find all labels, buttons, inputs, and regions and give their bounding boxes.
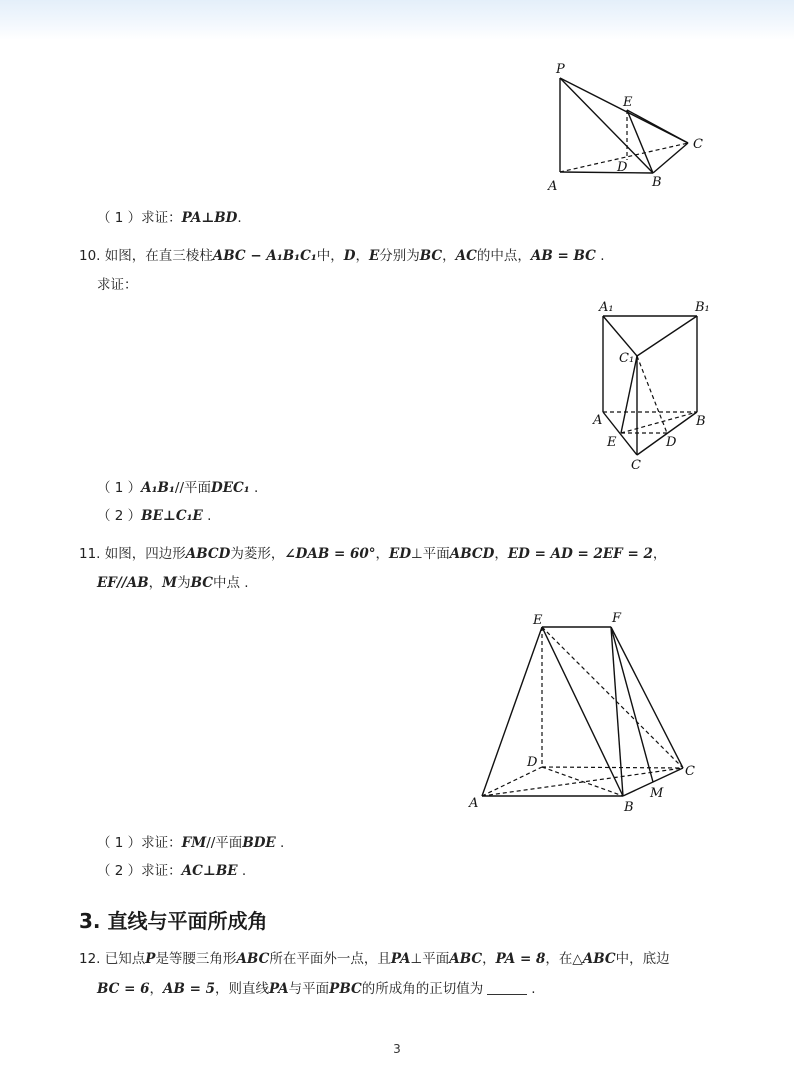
label-C: C [631,458,641,473]
section-heading: 3. 直线与平面所成角 [79,909,268,933]
text: ， [482,951,496,967]
label-B: B [652,175,662,190]
page-number: 3 [393,1042,401,1056]
q10-part2 [97,506,211,526]
q9-part1 [97,208,242,228]
q11-stem-line2 [97,573,249,593]
label-B: B [696,414,706,429]
text: 如图，在直三棱柱 [104,248,213,264]
part-number: （ 1 ） [97,835,142,851]
text: ，则直线 [215,981,270,997]
math: A₁B₁ [141,480,175,496]
text: . [275,835,285,851]
math: ED = AD = 2EF = 2 [507,546,653,562]
label-C: C [693,137,703,152]
question-number: 11. [79,546,101,562]
text: ⊥平面 [410,951,450,967]
math: △ABC [572,951,616,967]
math: PA⊥BD [181,210,238,226]
label-D: D [666,435,677,450]
text: 求证： [141,835,182,851]
math: PA [269,981,289,997]
text: . [237,863,247,879]
text: 与平面 [288,981,330,997]
figure-q11 [462,604,712,819]
label-B: B [624,800,634,815]
text: 求证： [141,863,182,879]
text: . [202,508,212,524]
math: ABC [236,951,270,967]
question-number: 10. [79,248,101,264]
question-number: 12. [79,951,101,967]
label-C: C [685,764,695,779]
text: ， [355,248,369,264]
q10-part1 [97,478,258,498]
math: ABC − A₁B₁C₁ [212,248,317,264]
label-A: A [593,413,603,428]
math: PBC [329,981,362,997]
label-A: A [548,179,558,194]
text: ， [652,546,667,562]
text: 所在平面外一点，且 [269,951,391,967]
math: BC [419,248,443,264]
text: ， [494,546,508,562]
label-E: E [623,95,633,110]
part-number: （ 1 ） [97,210,142,226]
math: M [162,575,178,591]
text: . [249,480,259,496]
text: ， [442,248,456,264]
label-A1: A₁ [599,300,614,315]
math: AC⊥BE [181,863,238,879]
math: PA [390,951,411,967]
text: . [595,248,605,264]
label-D: D [527,755,538,770]
figure-q9 [540,58,710,198]
text: //平面 [206,835,243,851]
label-B1: B₁ [695,300,710,315]
math: FM [181,835,207,851]
q10-stem [79,246,605,266]
label-C1: C₁ [619,351,635,366]
text: 中点 . [212,575,249,591]
text: 为 [177,575,191,591]
math: AB = BC [530,248,596,264]
part-number: （ 2 ） [97,863,142,879]
label-D: D [617,160,628,175]
math: PA = 8 [495,951,546,967]
math: EF//AB [97,575,149,591]
part-text: 求证： [141,210,182,226]
text: ⊥平面 [411,546,450,562]
text: 中，底边 [615,951,670,967]
q11-part1 [97,833,284,853]
math: AC [455,248,477,264]
text: ，在 [545,951,573,967]
part-end: . [237,210,242,226]
text: ， [148,575,163,591]
q12-stem-line2 [97,979,536,999]
math: BDE [242,835,276,851]
text: 是等腰三角形 [155,951,237,967]
q12-stem-line1 [79,949,670,969]
math: E [368,248,380,264]
text: 为菱形， [230,546,285,562]
q11-part2 [97,861,246,881]
math: ABC [449,951,483,967]
math: ABCD [185,546,231,562]
label-E: E [533,613,543,628]
text: 已知点 [104,951,146,967]
math: P [145,951,156,967]
part-number: （ 1 ） [97,480,142,496]
text: 中， [316,248,344,264]
text: 的中点， [476,248,531,264]
figure-q10 [590,296,720,476]
label-P: P [556,62,565,77]
part-number: （ 2 ） [97,508,142,524]
answer-blank[interactable] [487,994,527,995]
math: ED [389,546,412,562]
text: . [531,981,536,997]
text: ， [375,546,390,562]
text: 如图，四边形 [104,546,186,562]
text: 分别为 [379,248,420,264]
math: BC = 6 [97,981,150,997]
math: BC [190,575,213,591]
text: 的所成角的正切值为 [361,981,484,997]
math: DEC₁ [211,480,250,496]
label-E: E [607,435,617,450]
label-M: M [650,786,664,801]
math: D [343,248,356,264]
label-F: F [612,611,622,626]
text: //平面 [174,480,211,496]
q10-prove-label: 求证： [97,277,138,293]
math: ABCD [449,546,495,562]
math: ∠DAB = 60° [284,546,376,562]
q11-stem-line1 [79,544,666,564]
label-A: A [469,796,479,811]
math: AB = 5 [163,981,216,997]
math: BE⊥C₁E [141,508,203,524]
text: ， [149,981,164,997]
header-band [0,0,794,40]
